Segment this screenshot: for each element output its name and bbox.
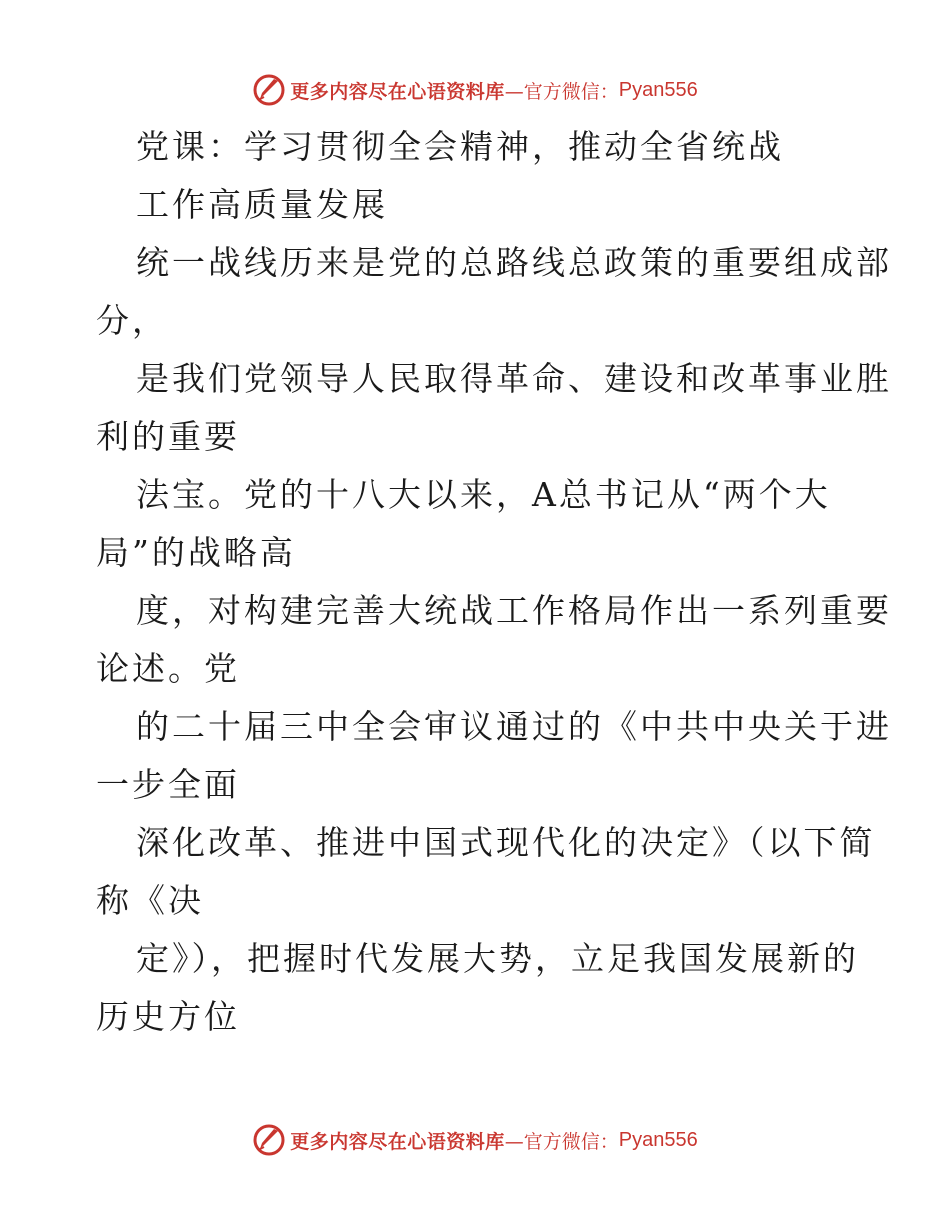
paragraph-line: 论述。党 [96,649,240,688]
watermark-brand: 更多内容尽在心语资料库 [290,1130,505,1153]
watermark-handle: Pyan556 [618,78,698,101]
document-body [96,118,892,1046]
watermark-header [0,70,950,110]
paragraph-line: 是我们党领导人民取得革命、建设和改革事业胜 [136,359,892,398]
quill-logo-icon [252,1123,286,1157]
document-title-line: 党课：学习贯彻全会精神，推动全省统战 [136,127,784,166]
watermark-wechat-label: —官方微信： [504,1130,619,1153]
watermark-handle: Pyan556 [618,1128,698,1151]
quill-logo-icon [252,73,286,107]
paragraph-line: 法宝。党的十八大以来，A总书记从“两个大 [136,475,831,514]
paragraph-line: 分， [96,301,168,340]
paragraph-line: 利的重要 [96,417,240,456]
watermark-brand: 更多内容尽在心语资料库 [290,80,505,103]
watermark-footer [0,1120,950,1160]
paragraph-line: 度，对构建完善大统战工作格局作出一系列重要 [136,591,892,630]
paragraph-line: 深化改革、推进中国式现代化的决定》（以下简 [136,823,876,862]
watermark-wechat-label: —官方微信： [504,80,619,103]
paragraph-line: 局”的战略高 [96,533,296,572]
paragraph-line: 的二十届三中全会审议通过的《中共中央关于进 [136,707,892,746]
paragraph-line: 称《决 [96,881,204,920]
paragraph-line: 历史方位 [96,997,240,1036]
paragraph-line: 定》），把握时代发展大势，立足我国发展新的 [136,939,859,978]
paragraph-line: 统一战线历来是党的总路线总政策的重要组成部 [136,243,892,282]
document-title-line: 工作高质量发展 [136,185,388,224]
paragraph-line: 一步全面 [96,765,240,804]
